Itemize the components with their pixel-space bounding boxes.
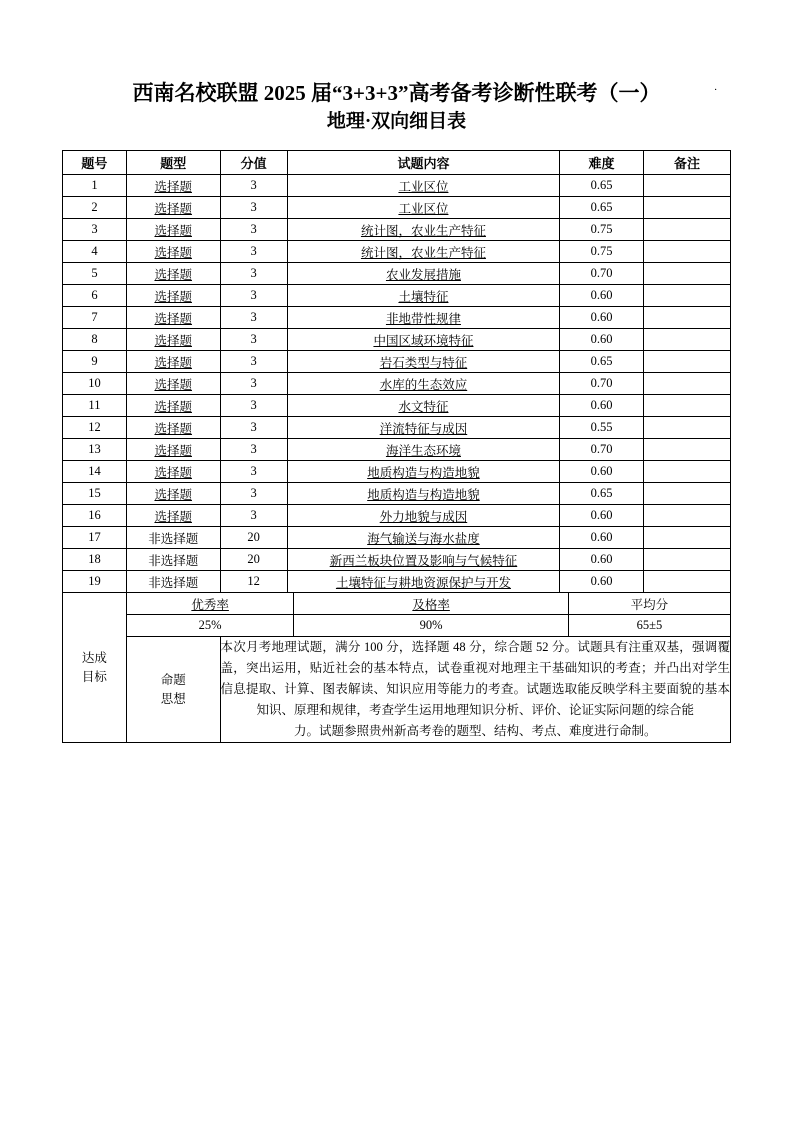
cell-question-type: 选择题 (126, 439, 220, 461)
cell-difficulty: 0.60 (560, 571, 644, 593)
goal-metric-name-average: 平均分 (568, 593, 730, 615)
cell-difficulty: 0.65 (560, 197, 644, 219)
cell-difficulty: 0.65 (560, 483, 644, 505)
cell-question-number: 14 (63, 461, 127, 483)
cell-score: 3 (220, 241, 287, 263)
cell-question-number: 9 (63, 351, 127, 373)
cell-score: 3 (220, 197, 287, 219)
goal-row (63, 593, 731, 637)
cell-question-number: 15 (63, 483, 127, 505)
cell-score: 3 (220, 263, 287, 285)
cell-question-type: 选择题 (126, 329, 220, 351)
table-row (63, 175, 731, 197)
cell-score: 3 (220, 219, 287, 241)
table-row (63, 307, 731, 329)
cell-question-type: 选择题 (126, 219, 220, 241)
cell-content: 土壤特征 (287, 285, 559, 307)
cell-question-number: 10 (63, 373, 127, 395)
table-row (63, 417, 731, 439)
header-remark: 备注 (643, 151, 730, 175)
header-score: 分值 (220, 151, 287, 175)
cell-difficulty: 0.60 (560, 461, 644, 483)
cell-question-type: 选择题 (126, 285, 220, 307)
cell-score: 3 (220, 373, 287, 395)
cell-content: 地质构造与构造地貌 (287, 483, 559, 505)
cell-score: 3 (220, 329, 287, 351)
title-line-1: 西南名校联盟 2025 届“3+3+3”高考备考诊断性联考（一） (132, 81, 661, 105)
cell-question-number: 1 (63, 175, 127, 197)
table-row (63, 373, 731, 395)
table-row (63, 219, 731, 241)
cell-content: 海气输送与海水盐度 (287, 527, 559, 549)
cell-content: 中国区域环境特征 (287, 329, 559, 351)
table-row (63, 439, 731, 461)
cell-remark (643, 175, 730, 197)
cell-difficulty: 0.60 (560, 549, 644, 571)
cell-remark (643, 373, 730, 395)
table-row (63, 549, 731, 571)
cell-content: 土壤特征与耕地资源保护与开发 (287, 571, 559, 593)
cell-difficulty: 0.70 (560, 439, 644, 461)
cell-difficulty: 0.70 (560, 263, 644, 285)
cell-content: 水文特征 (287, 395, 559, 417)
page-title (62, 78, 731, 136)
cell-remark (643, 461, 730, 483)
cell-content: 统计图，农业生产特征 (287, 219, 559, 241)
idea-row (63, 637, 731, 743)
cell-question-number: 16 (63, 505, 127, 527)
cell-content: 农业发展措施 (287, 263, 559, 285)
cell-remark (643, 439, 730, 461)
cell-score: 3 (220, 505, 287, 527)
table-header-row (63, 151, 731, 175)
cell-score: 3 (220, 461, 287, 483)
goal-label (63, 593, 127, 743)
cell-remark (643, 329, 730, 351)
cell-question-type: 选择题 (126, 197, 220, 219)
cell-content: 统计图，农业生产特征 (287, 241, 559, 263)
table-row (63, 351, 731, 373)
cell-difficulty: 0.70 (560, 373, 644, 395)
cell-remark (643, 285, 730, 307)
cell-content: 工业区位 (287, 175, 559, 197)
cell-difficulty: 0.60 (560, 527, 644, 549)
table-row (63, 461, 731, 483)
cell-score: 3 (220, 351, 287, 373)
cell-difficulty: 0.65 (560, 351, 644, 373)
cell-remark (643, 197, 730, 219)
goal-metrics-cell (126, 593, 730, 637)
cell-content: 海洋生态环境 (287, 439, 559, 461)
cell-question-type: 选择题 (126, 307, 220, 329)
header-difficulty: 难度 (560, 151, 644, 175)
cell-question-type: 选择题 (126, 263, 220, 285)
goal-label-line-1: 达成 (81, 650, 107, 665)
idea-label-line-1: 命题 (160, 672, 186, 687)
cell-content: 工业区位 (287, 197, 559, 219)
table-row (63, 571, 731, 593)
cell-remark (643, 395, 730, 417)
cell-remark (643, 483, 730, 505)
cell-question-number: 17 (63, 527, 127, 549)
cell-score: 12 (220, 571, 287, 593)
cell-difficulty: 0.75 (560, 241, 644, 263)
cell-content: 地质构造与构造地貌 (287, 461, 559, 483)
cell-content: 洋流特征与成因 (287, 417, 559, 439)
goal-metric-value-pass: 90% (294, 615, 569, 637)
goal-metric-value-excellent: 25% (127, 615, 294, 637)
cell-remark (643, 263, 730, 285)
cell-remark (643, 241, 730, 263)
cell-score: 20 (220, 527, 287, 549)
cell-difficulty: 0.65 (560, 175, 644, 197)
goal-metric-values-row (127, 615, 730, 637)
cell-difficulty: 0.60 (560, 329, 644, 351)
cell-question-type: 选择题 (126, 417, 220, 439)
table-row (63, 395, 731, 417)
cell-difficulty: 0.60 (560, 505, 644, 527)
cell-remark (643, 571, 730, 593)
table-row (63, 285, 731, 307)
cell-question-number: 12 (63, 417, 127, 439)
table-row (63, 329, 731, 351)
goal-metric-names-row (127, 593, 730, 615)
cell-question-type: 选择题 (126, 351, 220, 373)
goal-metrics-table (127, 593, 730, 636)
cell-question-number: 2 (63, 197, 127, 219)
cell-question-number: 3 (63, 219, 127, 241)
cell-remark (643, 219, 730, 241)
cell-content: 水库的生态效应 (287, 373, 559, 395)
cell-remark (643, 307, 730, 329)
cell-difficulty: 0.60 (560, 307, 644, 329)
cell-difficulty: 0.55 (560, 417, 644, 439)
cell-remark (643, 417, 730, 439)
cell-score: 3 (220, 307, 287, 329)
cell-score: 3 (220, 439, 287, 461)
cell-question-type: 选择题 (126, 505, 220, 527)
cell-difficulty: 0.75 (560, 219, 644, 241)
goal-metric-value-average: 65±5 (568, 615, 730, 637)
cell-score: 20 (220, 549, 287, 571)
cell-score: 3 (220, 395, 287, 417)
goal-metric-name-pass: 及格率 (294, 593, 569, 615)
header-content: 试题内容 (287, 151, 559, 175)
cell-difficulty: 0.60 (560, 285, 644, 307)
cell-content: 非地带性规律 (287, 307, 559, 329)
cell-question-type: 选择题 (126, 175, 220, 197)
cell-question-type: 选择题 (126, 241, 220, 263)
table-row (63, 197, 731, 219)
table-row (63, 263, 731, 285)
goal-metric-name-excellent: 优秀率 (127, 593, 294, 615)
cell-question-number: 4 (63, 241, 127, 263)
idea-text-cell (220, 637, 730, 743)
cell-difficulty: 0.60 (560, 395, 644, 417)
cell-content: 岩石类型与特征 (287, 351, 559, 373)
cell-score: 3 (220, 417, 287, 439)
cell-question-type: 非选择题 (126, 549, 220, 571)
table-row (63, 527, 731, 549)
idea-label (126, 637, 220, 743)
idea-paragraph-2: 力。试题参照贵州新高考卷的题型、结构、考点、难度进行命制。 (294, 724, 657, 738)
title-line-2: 地理·双向细目表 (326, 111, 467, 132)
idea-label-line-2: 思想 (160, 691, 186, 706)
header-question-type: 题型 (126, 151, 220, 175)
cell-question-type: 选择题 (126, 483, 220, 505)
cell-score: 3 (220, 285, 287, 307)
corner-mark: . (714, 81, 717, 93)
cell-score: 3 (220, 483, 287, 505)
cell-question-type: 非选择题 (126, 571, 220, 593)
cell-remark (643, 505, 730, 527)
cell-question-number: 7 (63, 307, 127, 329)
table-row (63, 505, 731, 527)
cell-question-number: 13 (63, 439, 127, 461)
cell-content: 新西兰板块位置及影响与气候特征 (287, 549, 559, 571)
cell-question-number: 8 (63, 329, 127, 351)
cell-remark (643, 549, 730, 571)
cell-score: 3 (220, 175, 287, 197)
cell-question-number: 6 (63, 285, 127, 307)
idea-paragraph-1: 本次月考地理试题，满分 100 分，选择题 48 分，综合题 52 分。试题具有注重双基，强调覆盖，突出运用，贴近社会的基本特点，试卷重视对地理主干基础知识的考查；并凸出对学生信息提取、计算、图表解读、知识应用等能力的考查。试题选取能反映学科主要面貌的基本知识、原理和规律，考查学生运用地理知识分析、评价、论证实际问题的综合能 (220, 640, 730, 717)
cell-question-type: 选择题 (126, 373, 220, 395)
specification-table (62, 150, 731, 743)
cell-question-number: 18 (63, 549, 127, 571)
cell-question-type: 选择题 (126, 395, 220, 417)
cell-question-type: 非选择题 (126, 527, 220, 549)
table-row (63, 483, 731, 505)
cell-question-type: 选择题 (126, 461, 220, 483)
cell-content: 外力地貌与成因 (287, 505, 559, 527)
goal-label-line-2: 目标 (81, 669, 107, 684)
cell-question-number: 19 (63, 571, 127, 593)
cell-remark (643, 527, 730, 549)
cell-question-number: 11 (63, 395, 127, 417)
cell-question-number: 5 (63, 263, 127, 285)
table-row (63, 241, 731, 263)
header-question-number: 题号 (63, 151, 127, 175)
cell-remark (643, 351, 730, 373)
